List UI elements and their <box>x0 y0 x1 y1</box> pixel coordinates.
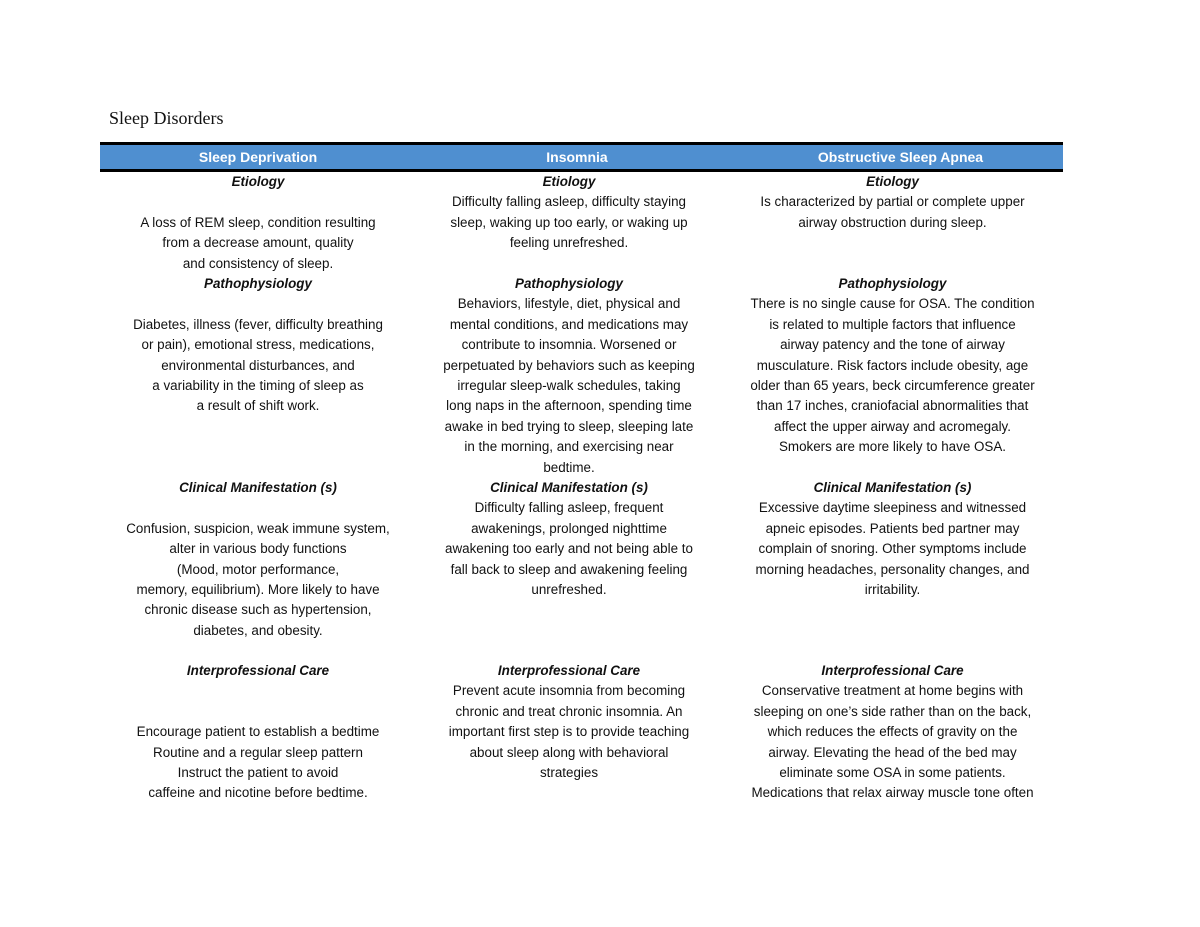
header-insomnia: Insomnia <box>546 149 608 165</box>
section-text-line: is related to multiple factors that influence <box>769 316 1016 332</box>
section-text-line: Prevent acute insomnia from becoming <box>452 683 686 699</box>
section-text-line <box>100 294 416 314</box>
section-text-line: Smokers are more likely to have OSA. <box>779 439 1006 455</box>
section-text-line <box>100 192 416 212</box>
section-text-line <box>100 681 416 701</box>
section-text-line: complain of snoring. Other symptoms include <box>758 541 1027 557</box>
section-pathophysiology <box>100 274 416 417</box>
section-pathophysiology <box>722 274 1063 458</box>
section-heading: Clinical Manifestation (s) <box>490 480 648 495</box>
section-text-line: affect the upper airway and acromegaly. <box>774 418 1011 434</box>
section-text-line: sleeping on one’s side rather than on the back, <box>753 703 1032 719</box>
section-text-line: alter in various body functions <box>169 541 347 557</box>
section-clinical-manifestation <box>722 478 1063 600</box>
section-text-line: apneic episodes. Patients bed partner may <box>765 520 1020 536</box>
section-interprofessional-care <box>722 661 1063 804</box>
section-text-line: awake in bed trying to sleep, sleeping late <box>444 418 694 434</box>
section-heading: Pathophysiology <box>204 276 312 291</box>
section-text-line: bedtime. <box>543 459 595 475</box>
section-text-line: chronic and treat chronic insomnia. An <box>455 703 683 719</box>
section-text-line: a result of shift work. <box>196 398 320 414</box>
section-heading: Etiology <box>231 174 285 189</box>
section-text-line: airway obstruction during sleep. <box>798 214 987 230</box>
section-text-line: Difficulty falling asleep, frequent <box>474 500 664 516</box>
section-text-line: Medications that relax airway muscle tone often <box>751 785 1034 801</box>
section-heading: Interprofessional Care <box>821 663 964 678</box>
section-clinical-manifestation <box>416 478 722 600</box>
section-text-line: sleep, waking up too early, or waking up <box>450 214 688 230</box>
section-heading: Pathophysiology <box>838 276 947 291</box>
section-text-line: Diabetes, illness (fever, difficulty breathing <box>133 316 383 332</box>
table-header-row <box>100 145 1063 169</box>
section-text-line: mental conditions, and medications may <box>449 316 689 332</box>
header-obstructive-sleep-apnea: Obstructive Sleep Apnea <box>817 149 984 165</box>
section-text-line: and consistency of sleep. <box>182 255 334 271</box>
section-text-line: (Mood, motor performance, <box>176 561 340 577</box>
section-text-line: There is no single cause for OSA. The condition <box>750 296 1035 312</box>
section-interprofessional-care <box>100 661 416 804</box>
section-heading: Clinical Manifestation (s) <box>813 480 972 495</box>
section-text-line: airway patency and the tone of airway <box>780 337 1005 353</box>
section-text-line: or pain), emotional stress, medications, <box>141 337 375 353</box>
section-text-line <box>100 702 416 722</box>
section-text-line: about sleep along with behavioral <box>469 744 669 760</box>
section-text-line: which reduces the effects of gravity on the <box>767 724 1018 740</box>
section-text-line: Difficulty falling asleep, difficulty staying <box>452 194 686 210</box>
section-text-line: Routine and a regular sleep pattern <box>153 744 363 760</box>
section-text-line: Confusion, suspicion, weak immune system, <box>126 520 390 536</box>
section-text-line: diabetes, and obesity. <box>193 622 323 638</box>
section-text-line: A loss of REM sleep, condition resulting <box>140 214 376 230</box>
section-etiology <box>416 172 722 254</box>
section-text-line: Conservative treatment at home begins with <box>761 683 1024 699</box>
section-etiology <box>100 172 416 274</box>
section-text-line: long naps in the afternoon, spending time <box>446 398 692 414</box>
section-text-line: Instruct the patient to avoid <box>177 765 339 781</box>
section-text-line: important first step is to provide teaching <box>448 724 690 740</box>
section-heading: Pathophysiology <box>515 276 623 291</box>
header-sleep-deprivation: Sleep Deprivation <box>198 149 318 165</box>
section-text-line: chronic disease such as hypertension, <box>144 602 372 618</box>
section-text-line: a variability in the timing of sleep as <box>152 378 364 394</box>
section-text-line: perpetuated by behaviors such as keeping <box>443 357 695 373</box>
section-heading: Clinical Manifestation (s) <box>179 480 337 495</box>
section-heading: Interprofessional Care <box>186 663 330 678</box>
section-text-line: morning headaches, personality changes, and <box>755 561 1030 577</box>
section-text-line: awakenings, prolonged nighttime <box>471 520 667 536</box>
section-text-line <box>100 498 416 518</box>
section-heading: Interprofessional Care <box>497 663 641 678</box>
section-text-line: Excessive daytime sleepiness and witnessed <box>758 500 1027 516</box>
section-text-line: awakening too early and not being able to <box>445 541 693 557</box>
section-clinical-manifestation <box>100 478 416 641</box>
section-text-line: than 17 inches, craniofacial abnormalities that <box>756 398 1029 414</box>
section-text-line: musculature. Risk factors include obesity, age <box>756 357 1029 373</box>
section-etiology <box>722 172 1063 233</box>
section-text-line: irritability. <box>864 582 921 598</box>
section-heading: Etiology <box>866 174 919 189</box>
section-interprofessional-care <box>416 661 722 783</box>
section-text-line: from a decrease amount, quality <box>162 235 354 251</box>
section-text-line: irregular sleep-walk schedules, taking <box>457 378 681 394</box>
section-heading: Etiology <box>542 174 596 189</box>
page-title: Sleep Disorders <box>109 108 224 128</box>
section-text-line: fall back to sleep and awakening feeling <box>450 561 688 577</box>
section-text-line: strategies <box>539 765 599 781</box>
section-text-line: environmental disturbances, and <box>161 357 355 373</box>
section-text-line: eliminate some OSA in some patients. <box>779 765 1006 781</box>
section-text-line: memory, equilibrium). More likely to have <box>136 582 380 598</box>
section-text-line: Behaviors, lifestyle, diet, physical and <box>457 296 681 312</box>
section-text-line: contribute to insomnia. Worsened or <box>461 337 677 353</box>
section-text-line: feeling unrefreshed. <box>509 235 629 251</box>
section-pathophysiology <box>416 274 722 478</box>
section-text-line: airway. Elevating the head of the bed may <box>768 744 1017 760</box>
section-text-line: Encourage patient to establish a bedtime <box>136 724 380 740</box>
section-text-line: caffeine and nicotine before bedtime. <box>148 785 368 801</box>
section-text-line: in the morning, and exercising near <box>464 439 674 455</box>
section-text-line: older than 65 years, beck circumference greater <box>750 378 1035 394</box>
section-text-line: unrefreshed. <box>531 582 607 598</box>
section-text-line: Is characterized by partial or complete upper <box>760 194 1025 210</box>
